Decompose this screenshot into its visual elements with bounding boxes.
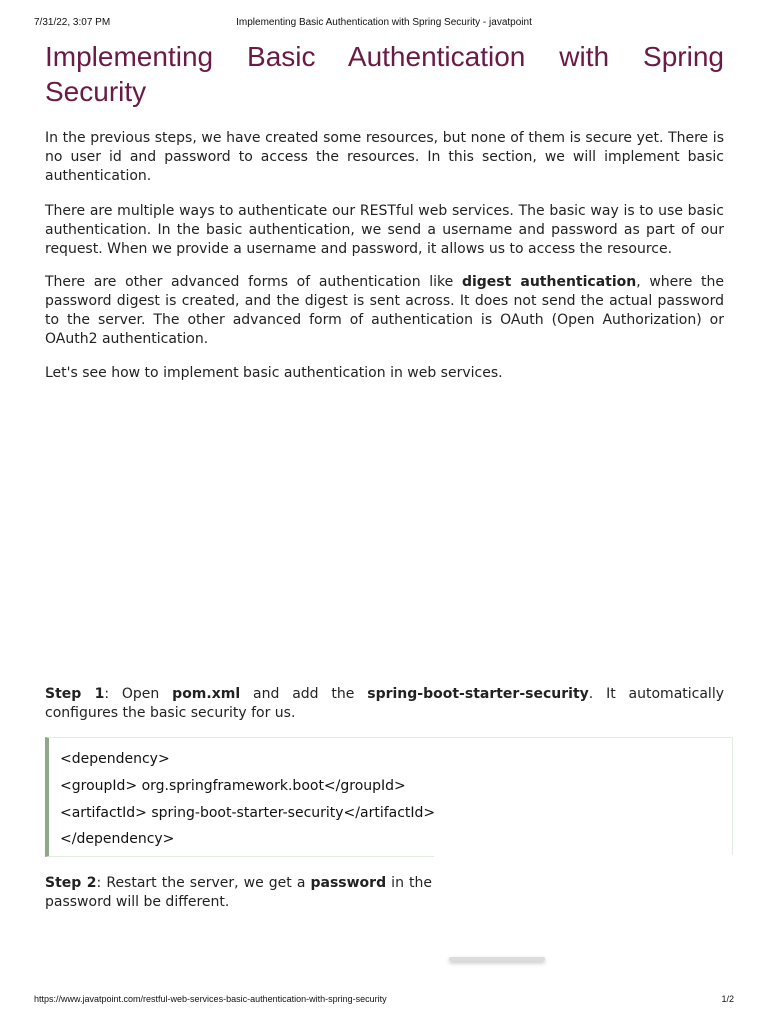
step-1-label: Step 1 — [45, 686, 105, 702]
code-line: </dependency> — [60, 831, 175, 847]
code-block — [45, 737, 733, 857]
page-title: Implementing Basic Authentication with Spring Security — [45, 41, 724, 107]
ways-paragraph: There are multiple ways to authenticate our RESTful web services. The basic way is to use basic authentication. In the basic authentication, we send a username and password as part of our request. When we provide a username and password, it allows us to access the resource. — [45, 203, 724, 257]
code-line: <groupId> org.springframework.boot</groupId> — [60, 778, 406, 794]
code-line: <artifactId> spring-boot-starter-security</artifactId> — [60, 805, 436, 821]
step-text: : Restart the server, we get a — [96, 875, 311, 891]
starter-security-term: spring-boot-starter-security — [367, 686, 589, 702]
step-text: . It automatically configures the basic security for us. — [45, 686, 724, 721]
code-line: <dependency> — [60, 751, 170, 767]
step-text: in the password will be different. — [45, 875, 432, 910]
step-2-paragraph — [45, 874, 432, 912]
print-url: https://www.javatpoint.com/restful-web-services-basic-authentication-with-spring-security — [34, 994, 387, 1004]
intro-paragraph: In the previous steps, we have created some resources, but none of them is secure yet. There is no user id and password to access the resources. In this section, we will implement basic authentication. — [45, 130, 724, 184]
step-text: and add the — [240, 686, 368, 702]
digest-authentication-term: digest authentication — [461, 274, 637, 290]
password-term: password — [310, 875, 387, 891]
pom-xml-term: pom.xml — [172, 686, 241, 702]
advanced-forms-paragraph — [45, 273, 724, 349]
scroll-indicator — [449, 957, 545, 961]
print-header — [34, 14, 734, 30]
step-2-label: Step 2 — [45, 875, 97, 891]
paragraph-text: , where the password digest is created, and the digest is sent across. It does not send the actual password to the server. The other advanced form of authentication is OAuth (Open Authorization) or OAuth2 authentication. — [45, 274, 724, 347]
paragraph-text: There are other advanced forms of authentication like — [45, 274, 462, 290]
print-page-title: Implementing Basic Authentication with Spring Security - javatpoint — [236, 17, 532, 28]
print-page-number: 1/2 — [721, 994, 734, 1004]
step-text: : Open — [104, 686, 173, 702]
print-datetime: 7/31/22, 3:07 PM — [34, 17, 111, 28]
lets-see-paragraph: Let's see how to implement basic authentication in web services. — [45, 365, 503, 381]
step-1-paragraph — [45, 685, 724, 723]
print-footer — [34, 992, 734, 1006]
